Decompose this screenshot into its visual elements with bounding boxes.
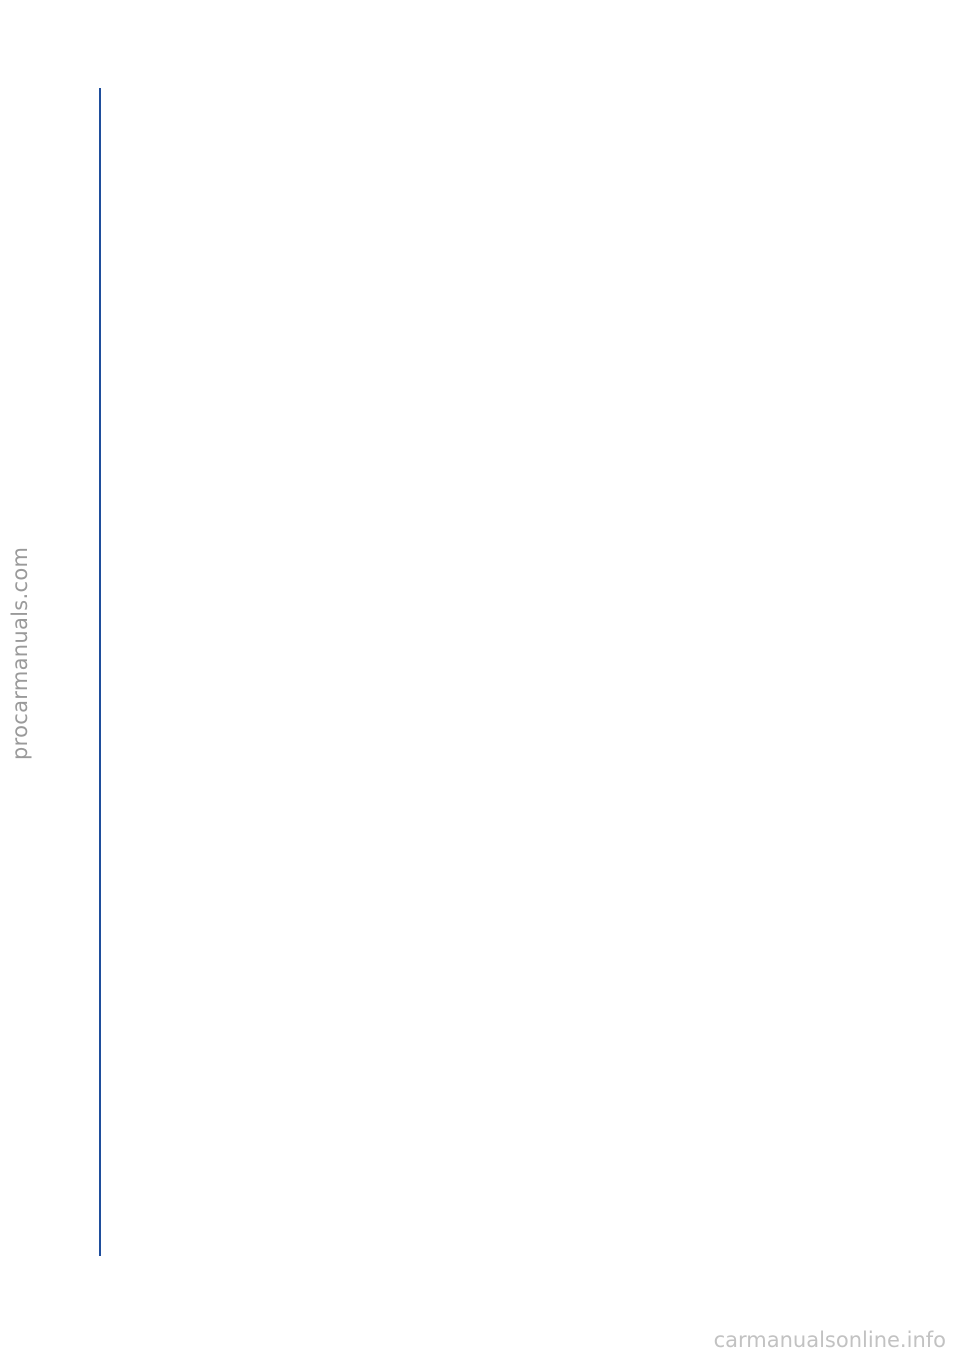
watermark-side: procarmanuals.com	[8, 546, 32, 760]
margin-rule	[99, 88, 101, 1256]
watermark-foot: carmanualsonline.info	[713, 1328, 946, 1352]
